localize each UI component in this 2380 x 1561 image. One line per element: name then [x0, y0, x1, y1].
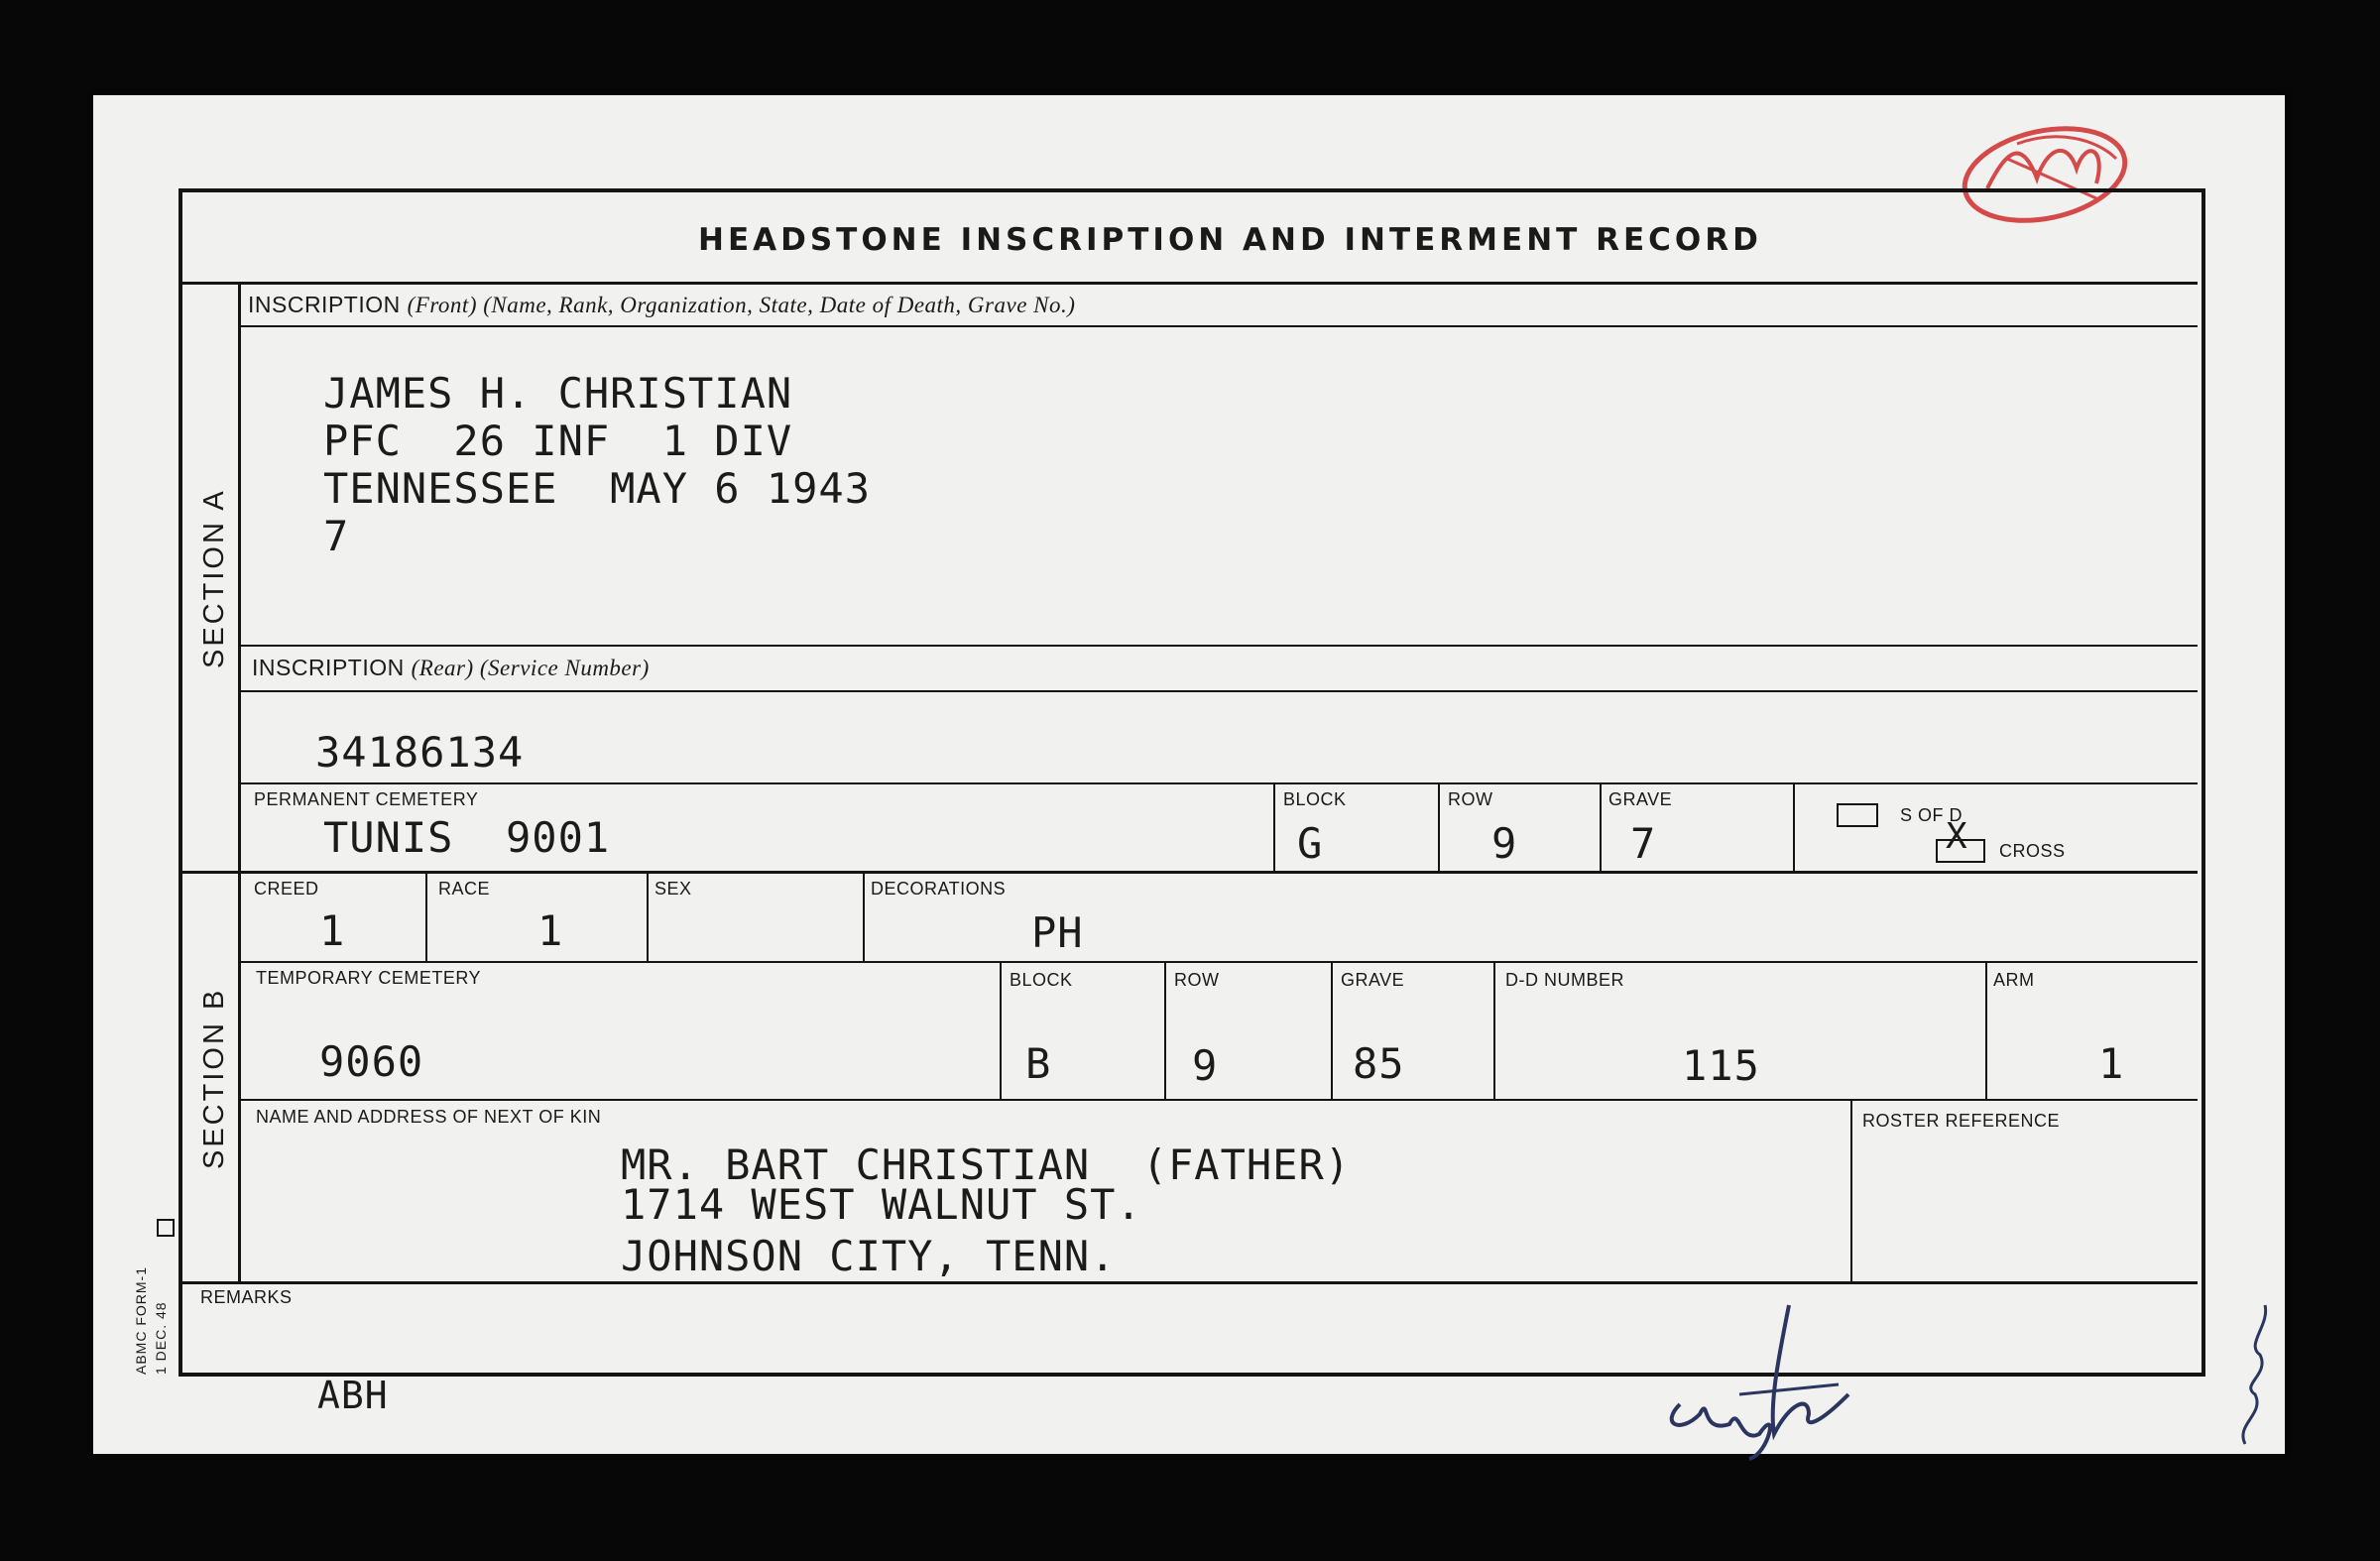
- service-number: 34186134: [315, 728, 525, 777]
- race-label: RACE: [438, 879, 491, 899]
- temp-grave-value: 85: [1353, 1039, 1405, 1088]
- form-id: ABMC FORM-1 1 DEC. 48: [133, 1266, 169, 1375]
- temp-grave-label: GRAVE: [1341, 970, 1405, 990]
- dd-number-label: D-D NUMBER: [1505, 970, 1624, 990]
- perm-block-value: G: [1297, 819, 1324, 868]
- temporary-cemetery-label: TEMPORARY CEMETERY: [256, 968, 482, 988]
- inscription-rear-label: INSCRIPTION (Rear) (Service Number): [252, 655, 650, 680]
- form-title: HEADSTONE INSCRIPTION AND INTERMENT RECORD: [698, 222, 1762, 258]
- next-of-kin-label: NAME AND ADDRESS OF NEXT OF KIN: [256, 1107, 602, 1127]
- perm-row-label: ROW: [1448, 789, 1493, 809]
- temporary-cemetery-value: 9060: [319, 1037, 424, 1086]
- perm-row-value: 9: [1491, 819, 1518, 868]
- section-b-label: SECTION B: [198, 987, 230, 1169]
- record-card: HEADSTONE INSCRIPTION AND INTERMENT RECORD SECTION A SECTION B ABMC FORM-1 1 DEC. 48 INSCRIPTION (Front) (Name, Rank, Organization, State, Date of Death, Grave No.) JAMES H. CHRISTIAN PFC 26 INF 1 DIV TENNESSEE MAY 6 1943 7 INSCRIPTION (Rear) (Service Number) 34186134 PERMANENT CEMETERY TUNIS 9001 BLOCK G ROW 9 GRAVE 7 S OF D X CROSS CREED 1 RACE 1 SEX DECORATIONS PH TEMPORARY CEMETERY 9060 BLOCK B ROW 9 GRAVE 85 D-D NUMBER 115 ARM 1 NAME AND ADDRESS OF NEXT OF KIN MR. BART CHRISTIAN (FATHER) 1714 WEST WALNUT ST. JOHNSON CITY, TENN. ROSTER REFERENCE REMARKS ABH: [93, 95, 2285, 1454]
- s-of-d-label: S OF D: [1900, 805, 1964, 825]
- cross-mark: X: [1946, 816, 1968, 857]
- race-value: 1: [537, 906, 564, 955]
- remarks-initials: ABH: [317, 1374, 389, 1417]
- permanent-cemetery-value: TUNIS 9001: [323, 813, 611, 862]
- perm-grave-value: 7: [1630, 819, 1657, 868]
- creed-value: 1: [319, 906, 346, 955]
- signature-icon: [1640, 1285, 1898, 1464]
- s-of-d-checkbox: [1837, 803, 1878, 827]
- cross-label: CROSS: [1999, 841, 2066, 861]
- margin-note-icon: [2225, 1285, 2285, 1454]
- decorations-value: PH: [1031, 908, 1084, 957]
- temp-block-label: BLOCK: [1010, 970, 1073, 990]
- temp-block-value: B: [1025, 1039, 1052, 1088]
- section-a-label: SECTION A: [198, 488, 230, 668]
- creed-label: CREED: [254, 879, 319, 899]
- inscription-front-label: INSCRIPTION (Front) (Name, Rank, Organization, State, Date of Death, Grave No.): [248, 292, 1076, 317]
- roster-reference-label: ROSTER REFERENCE: [1862, 1111, 2061, 1131]
- dd-number-value: 115: [1682, 1041, 1760, 1090]
- permanent-cemetery-label: PERMANENT CEMETERY: [254, 789, 479, 809]
- sex-label: SEX: [654, 879, 692, 899]
- perm-grave-label: GRAVE: [1608, 789, 1673, 809]
- arm-value: 1: [2098, 1039, 2125, 1088]
- remarks-label: REMARKS: [200, 1287, 293, 1307]
- temp-row-value: 9: [1192, 1041, 1219, 1090]
- form-id-checkbox: [157, 1219, 175, 1237]
- arm-label: ARM: [1993, 970, 2035, 990]
- decorations-label: DECORATIONS: [871, 879, 1007, 899]
- perm-block-label: BLOCK: [1283, 789, 1347, 809]
- temp-row-label: ROW: [1174, 970, 1220, 990]
